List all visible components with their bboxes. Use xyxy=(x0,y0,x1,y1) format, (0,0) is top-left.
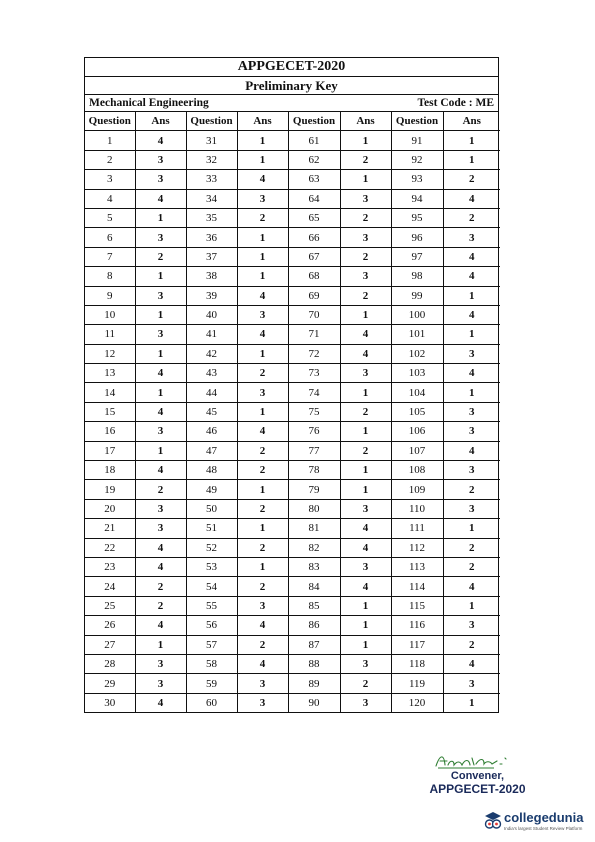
answer-cell: 1 xyxy=(340,616,391,635)
question-number-cell: 113 xyxy=(391,557,443,576)
answer-cell: 3 xyxy=(443,228,500,247)
question-number-cell: 120 xyxy=(391,693,443,712)
answer-cell: 4 xyxy=(443,305,500,324)
answer-cell: 3 xyxy=(443,616,500,635)
answer-cell: 3 xyxy=(135,499,186,518)
column-header-ans: Ans xyxy=(135,112,186,131)
answer-cell: 2 xyxy=(340,441,391,460)
question-number-cell: 112 xyxy=(391,538,443,557)
question-number-cell: 4 xyxy=(85,189,135,208)
question-number-cell: 75 xyxy=(288,402,340,421)
question-number-cell: 17 xyxy=(85,441,135,460)
answer-cell: 3 xyxy=(135,286,186,305)
answer-cell: 4 xyxy=(340,519,391,538)
question-number-cell: 85 xyxy=(288,596,340,615)
answer-cell: 1 xyxy=(443,693,500,712)
table-row xyxy=(85,480,500,499)
answer-cell: 4 xyxy=(237,616,288,635)
answer-cell: 3 xyxy=(443,344,500,363)
table-row xyxy=(85,364,500,383)
question-number-cell: 68 xyxy=(288,267,340,286)
question-number-cell: 100 xyxy=(391,305,443,324)
question-number-cell: 98 xyxy=(391,267,443,286)
question-number-cell: 76 xyxy=(288,422,340,441)
question-number-cell: 29 xyxy=(85,674,135,693)
table-row xyxy=(85,344,500,363)
answer-cell: 4 xyxy=(135,693,186,712)
answer-cell: 1 xyxy=(443,150,500,169)
question-number-cell: 79 xyxy=(288,480,340,499)
question-number-cell: 7 xyxy=(85,247,135,266)
question-number-cell: 67 xyxy=(288,247,340,266)
answer-cell: 3 xyxy=(340,693,391,712)
answer-cell: 4 xyxy=(135,402,186,421)
answer-cell: 3 xyxy=(340,267,391,286)
answer-cell: 1 xyxy=(237,150,288,169)
table-row xyxy=(85,596,500,615)
answer-cell: 1 xyxy=(237,131,288,150)
question-number-cell: 2 xyxy=(85,150,135,169)
question-number-cell: 84 xyxy=(288,577,340,596)
table-row xyxy=(85,654,500,673)
question-number-cell: 22 xyxy=(85,538,135,557)
question-number-cell: 101 xyxy=(391,325,443,344)
column-header-question: Question xyxy=(186,112,237,131)
answer-cell: 4 xyxy=(135,557,186,576)
answer-cell: 4 xyxy=(443,654,500,673)
question-number-cell: 66 xyxy=(288,228,340,247)
answer-cell: 3 xyxy=(135,325,186,344)
question-number-cell: 31 xyxy=(186,131,237,150)
question-number-cell: 116 xyxy=(391,616,443,635)
answer-cell: 2 xyxy=(237,208,288,227)
answer-cell: 1 xyxy=(135,344,186,363)
question-number-cell: 41 xyxy=(186,325,237,344)
answer-cell: 3 xyxy=(135,654,186,673)
answer-cell: 2 xyxy=(443,170,500,189)
question-number-cell: 33 xyxy=(186,170,237,189)
question-number-cell: 102 xyxy=(391,344,443,363)
question-number-cell: 110 xyxy=(391,499,443,518)
question-number-cell: 60 xyxy=(186,693,237,712)
answer-cell: 4 xyxy=(340,344,391,363)
answer-key-sheet xyxy=(84,57,499,713)
answer-cell: 2 xyxy=(135,577,186,596)
convener-exam: APPGECET-2020 xyxy=(429,782,526,796)
answer-cell: 1 xyxy=(340,461,391,480)
answer-cell: 3 xyxy=(135,674,186,693)
table-row xyxy=(85,208,500,227)
question-number-cell: 83 xyxy=(288,557,340,576)
column-header-question: Question xyxy=(288,112,340,131)
answer-cell: 3 xyxy=(237,693,288,712)
question-number-cell: 93 xyxy=(391,170,443,189)
answer-cell: 3 xyxy=(135,519,186,538)
answer-cell: 4 xyxy=(135,616,186,635)
question-number-cell: 69 xyxy=(288,286,340,305)
question-number-cell: 45 xyxy=(186,402,237,421)
question-number-cell: 25 xyxy=(85,596,135,615)
table-row xyxy=(85,305,500,324)
question-number-cell: 19 xyxy=(85,480,135,499)
answer-cell: 1 xyxy=(443,383,500,402)
answer-cell: 2 xyxy=(237,499,288,518)
question-number-cell: 107 xyxy=(391,441,443,460)
table-row xyxy=(85,538,500,557)
question-number-cell: 109 xyxy=(391,480,443,499)
question-number-cell: 118 xyxy=(391,654,443,673)
question-number-cell: 56 xyxy=(186,616,237,635)
question-number-cell: 26 xyxy=(85,616,135,635)
question-number-cell: 3 xyxy=(85,170,135,189)
question-number-cell: 37 xyxy=(186,247,237,266)
question-number-cell: 5 xyxy=(85,208,135,227)
convener-signature xyxy=(432,752,542,772)
answer-cell: 2 xyxy=(340,286,391,305)
answer-cell: 1 xyxy=(340,596,391,615)
answer-cell: 2 xyxy=(340,208,391,227)
question-number-cell: 64 xyxy=(288,189,340,208)
answer-cell: 2 xyxy=(237,461,288,480)
question-number-cell: 103 xyxy=(391,364,443,383)
answer-cell: 4 xyxy=(443,364,500,383)
table-row xyxy=(85,150,500,169)
answer-cell: 4 xyxy=(237,654,288,673)
question-number-cell: 105 xyxy=(391,402,443,421)
question-number-cell: 91 xyxy=(391,131,443,150)
question-number-cell: 24 xyxy=(85,577,135,596)
answer-cell: 1 xyxy=(340,635,391,654)
question-number-cell: 59 xyxy=(186,674,237,693)
answer-cell: 4 xyxy=(340,538,391,557)
question-number-cell: 106 xyxy=(391,422,443,441)
question-number-cell: 62 xyxy=(288,150,340,169)
answer-cell: 3 xyxy=(135,422,186,441)
question-number-cell: 61 xyxy=(288,131,340,150)
answer-cell: 3 xyxy=(135,228,186,247)
answer-cell: 1 xyxy=(340,480,391,499)
answer-cell: 1 xyxy=(237,267,288,286)
column-header-ans: Ans xyxy=(340,112,391,131)
question-number-cell: 48 xyxy=(186,461,237,480)
answer-cell: 3 xyxy=(443,461,500,480)
table-row xyxy=(85,616,500,635)
column-header-question: Question xyxy=(391,112,443,131)
question-number-cell: 15 xyxy=(85,402,135,421)
answer-cell: 2 xyxy=(340,150,391,169)
answer-cell: 2 xyxy=(340,402,391,421)
table-row xyxy=(85,577,500,596)
answer-cell: 2 xyxy=(443,635,500,654)
answer-cell: 1 xyxy=(135,383,186,402)
answer-cell: 2 xyxy=(237,538,288,557)
table-row xyxy=(85,228,500,247)
table-header-row xyxy=(85,112,500,131)
answer-cell: 1 xyxy=(135,305,186,324)
question-number-cell: 1 xyxy=(85,131,135,150)
answer-cell: 1 xyxy=(135,267,186,286)
answer-cell: 2 xyxy=(340,674,391,693)
answer-cell: 3 xyxy=(443,402,500,421)
question-number-cell: 86 xyxy=(288,616,340,635)
answer-cell: 4 xyxy=(237,286,288,305)
table-row xyxy=(85,267,500,286)
question-number-cell: 36 xyxy=(186,228,237,247)
answer-cell: 4 xyxy=(443,441,500,460)
question-number-cell: 47 xyxy=(186,441,237,460)
answer-cell: 1 xyxy=(443,325,500,344)
question-number-cell: 94 xyxy=(391,189,443,208)
answer-cell: 3 xyxy=(340,189,391,208)
question-number-cell: 117 xyxy=(391,635,443,654)
question-number-cell: 46 xyxy=(186,422,237,441)
answer-cell: 1 xyxy=(443,519,500,538)
graduate-owl-icon xyxy=(483,810,503,832)
table-row xyxy=(85,519,500,538)
table-row xyxy=(85,402,500,421)
question-number-cell: 57 xyxy=(186,635,237,654)
answer-table xyxy=(85,112,500,712)
question-number-cell: 78 xyxy=(288,461,340,480)
question-number-cell: 40 xyxy=(186,305,237,324)
table-row xyxy=(85,557,500,576)
answer-cell: 4 xyxy=(443,189,500,208)
question-number-cell: 77 xyxy=(288,441,340,460)
question-number-cell: 81 xyxy=(288,519,340,538)
question-number-cell: 58 xyxy=(186,654,237,673)
answer-cell: 4 xyxy=(135,461,186,480)
question-number-cell: 90 xyxy=(288,693,340,712)
table-row xyxy=(85,170,500,189)
question-number-cell: 12 xyxy=(85,344,135,363)
question-number-cell: 50 xyxy=(186,499,237,518)
answer-cell: 3 xyxy=(237,189,288,208)
convener-block xyxy=(410,770,545,796)
answer-cell: 1 xyxy=(135,208,186,227)
answer-cell: 2 xyxy=(443,557,500,576)
question-number-cell: 8 xyxy=(85,267,135,286)
answer-cell: 2 xyxy=(237,635,288,654)
table-row xyxy=(85,131,500,150)
question-number-cell: 80 xyxy=(288,499,340,518)
key-subtitle: Preliminary Key xyxy=(85,77,498,95)
answer-cell: 3 xyxy=(340,557,391,576)
answer-table-body xyxy=(85,131,500,712)
question-number-cell: 72 xyxy=(288,344,340,363)
answer-cell: 1 xyxy=(340,170,391,189)
question-number-cell: 82 xyxy=(288,538,340,557)
question-number-cell: 23 xyxy=(85,557,135,576)
answer-cell: 2 xyxy=(237,441,288,460)
answer-cell: 2 xyxy=(443,480,500,499)
table-row xyxy=(85,325,500,344)
table-row xyxy=(85,286,500,305)
answer-cell: 4 xyxy=(135,131,186,150)
table-row xyxy=(85,441,500,460)
answer-cell: 3 xyxy=(135,150,186,169)
question-number-cell: 30 xyxy=(85,693,135,712)
brand-tagline: India's largest Student Review Platform xyxy=(504,826,583,831)
answer-cell: 4 xyxy=(443,247,500,266)
question-number-cell: 88 xyxy=(288,654,340,673)
answer-cell: 3 xyxy=(443,499,500,518)
answer-cell: 1 xyxy=(237,557,288,576)
meta-row xyxy=(85,95,498,112)
question-number-cell: 11 xyxy=(85,325,135,344)
question-number-cell: 70 xyxy=(288,305,340,324)
table-row xyxy=(85,422,500,441)
table-row xyxy=(85,693,500,712)
table-row xyxy=(85,635,500,654)
question-number-cell: 74 xyxy=(288,383,340,402)
question-number-cell: 54 xyxy=(186,577,237,596)
answer-cell: 4 xyxy=(340,577,391,596)
table-row xyxy=(85,674,500,693)
answer-cell: 4 xyxy=(237,325,288,344)
answer-cell: 4 xyxy=(443,577,500,596)
question-number-cell: 10 xyxy=(85,305,135,324)
question-number-cell: 97 xyxy=(391,247,443,266)
answer-cell: 4 xyxy=(135,538,186,557)
answer-cell: 1 xyxy=(340,131,391,150)
answer-cell: 1 xyxy=(237,228,288,247)
question-number-cell: 16 xyxy=(85,422,135,441)
question-number-cell: 63 xyxy=(288,170,340,189)
question-number-cell: 28 xyxy=(85,654,135,673)
question-number-cell: 18 xyxy=(85,461,135,480)
answer-cell: 1 xyxy=(237,480,288,499)
question-number-cell: 32 xyxy=(186,150,237,169)
answer-cell: 3 xyxy=(135,170,186,189)
table-row xyxy=(85,499,500,518)
column-header-question: Question xyxy=(85,112,135,131)
answer-cell: 3 xyxy=(443,674,500,693)
question-number-cell: 44 xyxy=(186,383,237,402)
question-number-cell: 108 xyxy=(391,461,443,480)
exam-title: APPGECET-2020 xyxy=(85,58,498,77)
answer-cell: 1 xyxy=(340,383,391,402)
brand-name: collegedunia xyxy=(504,810,584,825)
answer-cell: 1 xyxy=(135,635,186,654)
question-number-cell: 115 xyxy=(391,596,443,615)
question-number-cell: 21 xyxy=(85,519,135,538)
question-number-cell: 13 xyxy=(85,364,135,383)
brand-watermark xyxy=(483,808,593,838)
question-number-cell: 39 xyxy=(186,286,237,305)
answer-cell: 2 xyxy=(135,480,186,499)
question-number-cell: 119 xyxy=(391,674,443,693)
question-number-cell: 114 xyxy=(391,577,443,596)
answer-cell: 2 xyxy=(237,364,288,383)
question-number-cell: 38 xyxy=(186,267,237,286)
answer-cell: 1 xyxy=(340,305,391,324)
table-row xyxy=(85,189,500,208)
question-number-cell: 27 xyxy=(85,635,135,654)
answer-cell: 3 xyxy=(237,383,288,402)
question-number-cell: 14 xyxy=(85,383,135,402)
answer-cell: 3 xyxy=(237,305,288,324)
answer-cell: 2 xyxy=(443,208,500,227)
answer-cell: 4 xyxy=(135,189,186,208)
question-number-cell: 53 xyxy=(186,557,237,576)
answer-cell: 3 xyxy=(443,422,500,441)
answer-cell: 1 xyxy=(135,441,186,460)
answer-cell: 3 xyxy=(237,674,288,693)
table-row xyxy=(85,247,500,266)
question-number-cell: 51 xyxy=(186,519,237,538)
question-number-cell: 43 xyxy=(186,364,237,383)
question-number-cell: 104 xyxy=(391,383,443,402)
question-number-cell: 20 xyxy=(85,499,135,518)
question-number-cell: 52 xyxy=(186,538,237,557)
answer-cell: 1 xyxy=(237,247,288,266)
answer-cell: 3 xyxy=(340,499,391,518)
question-number-cell: 55 xyxy=(186,596,237,615)
answer-cell: 3 xyxy=(340,228,391,247)
question-number-cell: 49 xyxy=(186,480,237,499)
answer-cell: 4 xyxy=(340,325,391,344)
question-number-cell: 9 xyxy=(85,286,135,305)
question-number-cell: 87 xyxy=(288,635,340,654)
question-number-cell: 35 xyxy=(186,208,237,227)
question-number-cell: 71 xyxy=(288,325,340,344)
answer-cell: 4 xyxy=(237,170,288,189)
answer-cell: 1 xyxy=(443,286,500,305)
column-header-ans: Ans xyxy=(237,112,288,131)
test-code: Test Code : ME xyxy=(417,97,494,109)
answer-cell: 1 xyxy=(340,422,391,441)
answer-cell: 2 xyxy=(135,247,186,266)
table-row xyxy=(85,383,500,402)
answer-cell: 2 xyxy=(237,577,288,596)
question-number-cell: 111 xyxy=(391,519,443,538)
question-number-cell: 96 xyxy=(391,228,443,247)
question-number-cell: 95 xyxy=(391,208,443,227)
answer-cell: 3 xyxy=(237,596,288,615)
question-number-cell: 42 xyxy=(186,344,237,363)
question-number-cell: 6 xyxy=(85,228,135,247)
column-header-ans: Ans xyxy=(443,112,500,131)
answer-cell: 2 xyxy=(443,538,500,557)
answer-cell: 1 xyxy=(237,402,288,421)
question-number-cell: 65 xyxy=(288,208,340,227)
answer-cell: 2 xyxy=(340,247,391,266)
answer-cell: 3 xyxy=(340,654,391,673)
question-number-cell: 92 xyxy=(391,150,443,169)
answer-cell: 4 xyxy=(135,364,186,383)
answer-cell: 4 xyxy=(237,422,288,441)
question-number-cell: 34 xyxy=(186,189,237,208)
answer-cell: 1 xyxy=(237,519,288,538)
answer-cell: 1 xyxy=(237,344,288,363)
question-number-cell: 89 xyxy=(288,674,340,693)
answer-cell: 4 xyxy=(443,267,500,286)
question-number-cell: 73 xyxy=(288,364,340,383)
answer-cell: 2 xyxy=(135,596,186,615)
branch-name: Mechanical Engineering xyxy=(89,97,209,109)
answer-cell: 3 xyxy=(340,364,391,383)
table-row xyxy=(85,461,500,480)
answer-cell: 1 xyxy=(443,131,500,150)
question-number-cell: 99 xyxy=(391,286,443,305)
convener-title: Convener, xyxy=(450,770,505,782)
answer-cell: 1 xyxy=(443,596,500,615)
